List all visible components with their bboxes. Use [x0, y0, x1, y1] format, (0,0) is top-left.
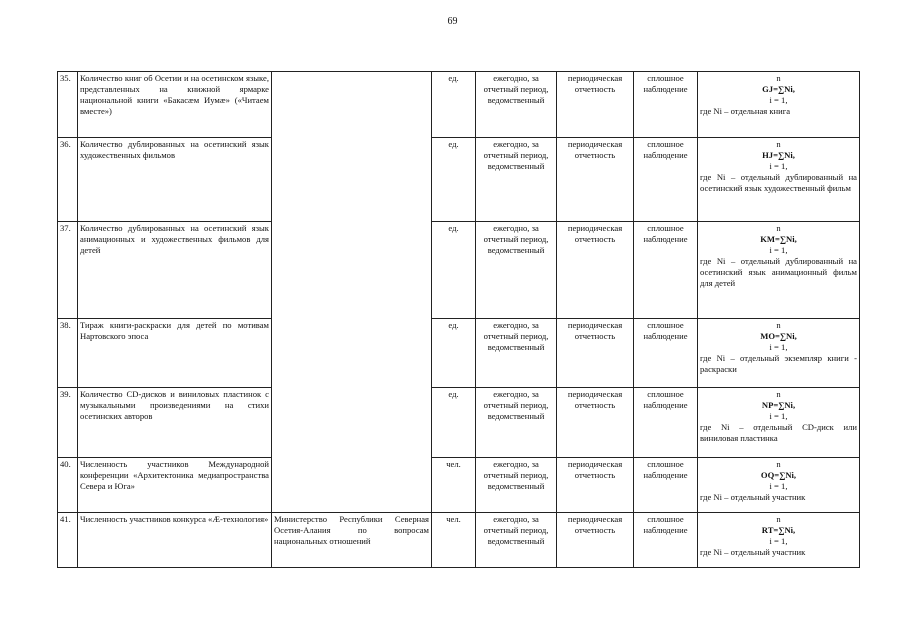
indicator-name: Количество дублированных на осетинский язык анимационных и художественных фильмов для детей — [78, 222, 272, 319]
indicators-table — [57, 71, 860, 568]
report-type: периодическая отчетность — [557, 513, 634, 568]
indicator-name: Количество дублированных на осетинский язык художественных фильмов — [78, 138, 272, 222]
unit: ед. — [432, 138, 476, 222]
collection-method: сплошное наблюдение — [634, 138, 698, 222]
periodicity: ежегодно, за отчетный период, ведомственный — [476, 513, 557, 568]
formula-lower-limit: i = 1, — [769, 481, 788, 492]
table-row — [58, 72, 860, 138]
formula-note: где Ni – отдельный CD-диск или виниловая пластинка — [700, 422, 857, 444]
page-number: 69 — [447, 16, 458, 27]
indicator-name: Количество CD-дисков и виниловых пластинок с музыкальными произведениями на стихи осетинских авторов — [78, 388, 272, 458]
formula-expression: NP=∑Ni, — [761, 400, 796, 411]
formula-expression: MO=∑Ni, — [760, 331, 797, 342]
table-row — [58, 138, 860, 222]
row-number: 37. — [58, 222, 78, 319]
indicator-name: Количество книг об Осетии и на осетинском языке, представленных на книжной ярмарке национальной книги «Бакасæм Иумæ» («Читаем вместе») — [78, 72, 272, 138]
collection-method: сплошное наблюдение — [634, 513, 698, 568]
formula-lower-limit: i = 1, — [769, 161, 788, 172]
collection-method: сплошное наблюдение — [634, 319, 698, 388]
formula-upper-limit: n — [776, 389, 781, 399]
formula-note: где Ni – отдельный участник — [700, 492, 806, 503]
formula-note: где Ni – отдельная книга — [700, 106, 791, 117]
formula-lower-limit: i = 1, — [769, 245, 788, 256]
formula-expression: HJ=∑Ni, — [762, 150, 795, 161]
unit: ед. — [432, 319, 476, 388]
formula-lower-limit: i = 1, — [769, 536, 788, 547]
report-type: периодическая отчетность — [557, 458, 634, 513]
formula-note: где Ni – отдельный экземпляр книги - раскраски — [700, 353, 857, 375]
report-type: периодическая отчетность — [557, 72, 634, 138]
report-type: периодическая отчетность — [557, 388, 634, 458]
calculation-formula — [698, 222, 860, 319]
table-row — [58, 319, 860, 388]
report-type: периодическая отчетность — [557, 138, 634, 222]
unit: ед. — [432, 222, 476, 319]
formula-upper-limit: n — [776, 223, 781, 233]
indicator-name: Тираж книги-раскраски для детей по мотивам Нартовского эпоса — [78, 319, 272, 388]
table-row — [58, 388, 860, 458]
unit: чел. — [432, 513, 476, 568]
collection-method: сплошное наблюдение — [634, 388, 698, 458]
collection-method: сплошное наблюдение — [634, 458, 698, 513]
unit: ед. — [432, 388, 476, 458]
periodicity: ежегодно, за отчетный период, ведомственный — [476, 222, 557, 319]
formula-expression: GJ=∑Ni, — [762, 84, 795, 95]
calculation-formula — [698, 138, 860, 222]
formula-lower-limit: i = 1, — [769, 342, 788, 353]
calculation-formula — [698, 72, 860, 138]
indicator-name: Численность участников конкурса «Æ-технология» — [78, 513, 272, 568]
row-number: 41. — [58, 513, 78, 568]
unit: ед. — [432, 72, 476, 138]
formula-note: где Ni – отдельный дублированный на осетинский язык анимационный фильм для детей — [700, 256, 857, 289]
formula-lower-limit: i = 1, — [769, 95, 788, 106]
periodicity: ежегодно, за отчетный период, ведомственный — [476, 319, 557, 388]
row-number: 35. — [58, 72, 78, 138]
calculation-formula — [698, 388, 860, 458]
calculation-formula — [698, 513, 860, 568]
formula-expression: RT=∑Ni, — [761, 525, 796, 536]
collection-method: сплошное наблюдение — [634, 72, 698, 138]
formula-upper-limit: n — [776, 320, 781, 330]
row-number: 36. — [58, 138, 78, 222]
calculation-formula — [698, 319, 860, 388]
periodicity: ежегодно, за отчетный период, ведомственный — [476, 388, 557, 458]
table-row — [58, 513, 860, 568]
responsible-org-cell — [272, 72, 432, 513]
unit: чел. — [432, 458, 476, 513]
periodicity: ежегодно, за отчетный период, ведомственный — [476, 138, 557, 222]
formula-upper-limit: n — [776, 459, 781, 469]
collection-method: сплошное наблюдение — [634, 222, 698, 319]
formula-upper-limit: n — [776, 514, 781, 524]
formula-expression: KM=∑Ni, — [760, 234, 797, 245]
table-row — [58, 458, 860, 513]
responsible-org: Министерство Республики Северная Осетия-Алания по вопросам национальных отношений — [272, 513, 432, 568]
row-number: 38. — [58, 319, 78, 388]
formula-upper-limit: n — [776, 139, 781, 149]
periodicity: ежегодно, за отчетный период, ведомственный — [476, 458, 557, 513]
row-number: 39. — [58, 388, 78, 458]
report-type: периодическая отчетность — [557, 222, 634, 319]
report-type: периодическая отчетность — [557, 319, 634, 388]
indicator-name: Численность участников Международной конференции «Архитектоника медиапространства Севера и Юга» — [78, 458, 272, 513]
formula-note: где Ni – отдельный участник — [700, 547, 806, 558]
formula-note: где Ni – отдельный дублированный на осетинский язык художественный фильм — [700, 172, 857, 194]
formula-upper-limit: n — [776, 73, 781, 83]
table-row — [58, 222, 860, 319]
row-number: 40. — [58, 458, 78, 513]
formula-lower-limit: i = 1, — [769, 411, 788, 422]
formula-expression: OQ=∑Ni, — [760, 470, 797, 481]
calculation-formula — [698, 458, 860, 513]
periodicity: ежегодно, за отчетный период, ведомственный — [476, 72, 557, 138]
